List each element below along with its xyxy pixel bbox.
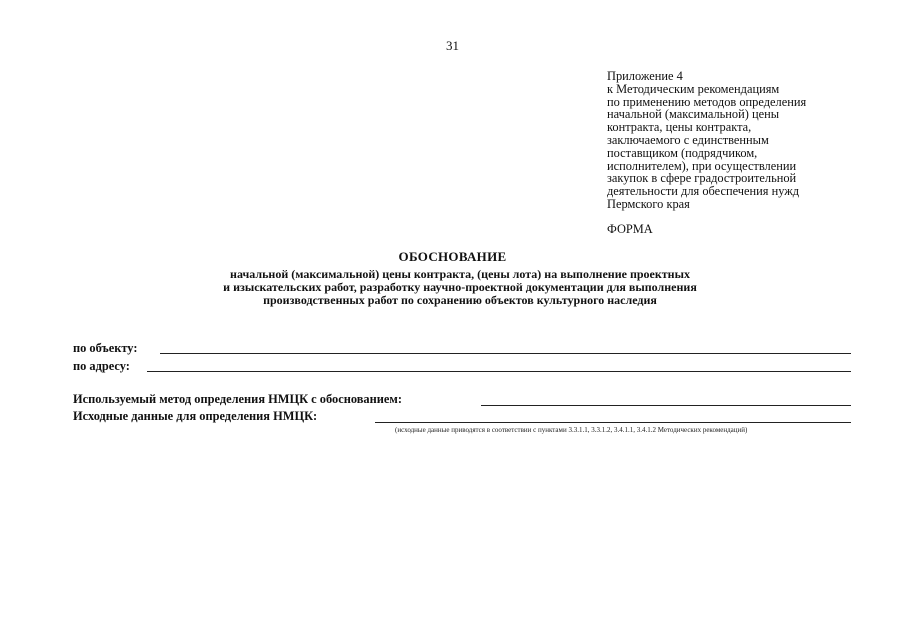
subtitle-line: и изыскательских работ, разработку научно-проектной документации для выполнения (223, 280, 697, 294)
appendix-line: по применению методов определения (607, 94, 807, 109)
source-data-field-line[interactable] (375, 422, 851, 423)
form-label: ФОРМА (607, 222, 653, 236)
object-label: по объекту: (73, 341, 138, 355)
appendix-line: деятельности для обеспечения нужд (607, 184, 800, 199)
appendix-line: закупок в сфере градостроительной (607, 171, 797, 186)
address-field-line[interactable] (147, 371, 851, 372)
page-number: 31 (446, 38, 459, 53)
address-label: по адресу: (73, 359, 130, 373)
appendix-header (607, 70, 867, 211)
appendix-line: Пермского края (607, 196, 690, 211)
subtitle-line: начальной (максимальной) цены контракта, (цены лота) на выполнение проектных (230, 267, 690, 281)
appendix-line: к Методическим рекомендациям (607, 81, 780, 96)
method-label: Используемый метод определения НМЦК с обоснованием: (73, 392, 402, 406)
subtitle-line: производственных работ по сохранению объектов культурного наследия (263, 293, 657, 307)
method-field-line[interactable] (481, 405, 851, 406)
appendix-line: контракта, цены контракта, (607, 120, 752, 135)
appendix-line: исполнителем), при осуществлении (607, 158, 797, 173)
source-data-label: Исходные данные для определения НМЦК: (73, 409, 318, 423)
appendix-line: поставщиком (подрядчиком, (607, 145, 758, 160)
document-subtitle (120, 268, 800, 307)
appendix-line: начальной (максимальной) цены (607, 107, 780, 122)
appendix-line: заключаемого с единственным (607, 132, 769, 147)
source-data-note: (исходные данные приводятся в соответствии с пунктами 3.3.1.1, 3.3.1.2, 3.4.1.1, 3.4.1.2 Методических рекомендаций) (395, 426, 748, 434)
appendix-line: Приложение 4 (607, 69, 683, 83)
document-title: ОБОСНОВАНИЕ (398, 249, 507, 264)
object-field-line[interactable] (160, 353, 851, 354)
